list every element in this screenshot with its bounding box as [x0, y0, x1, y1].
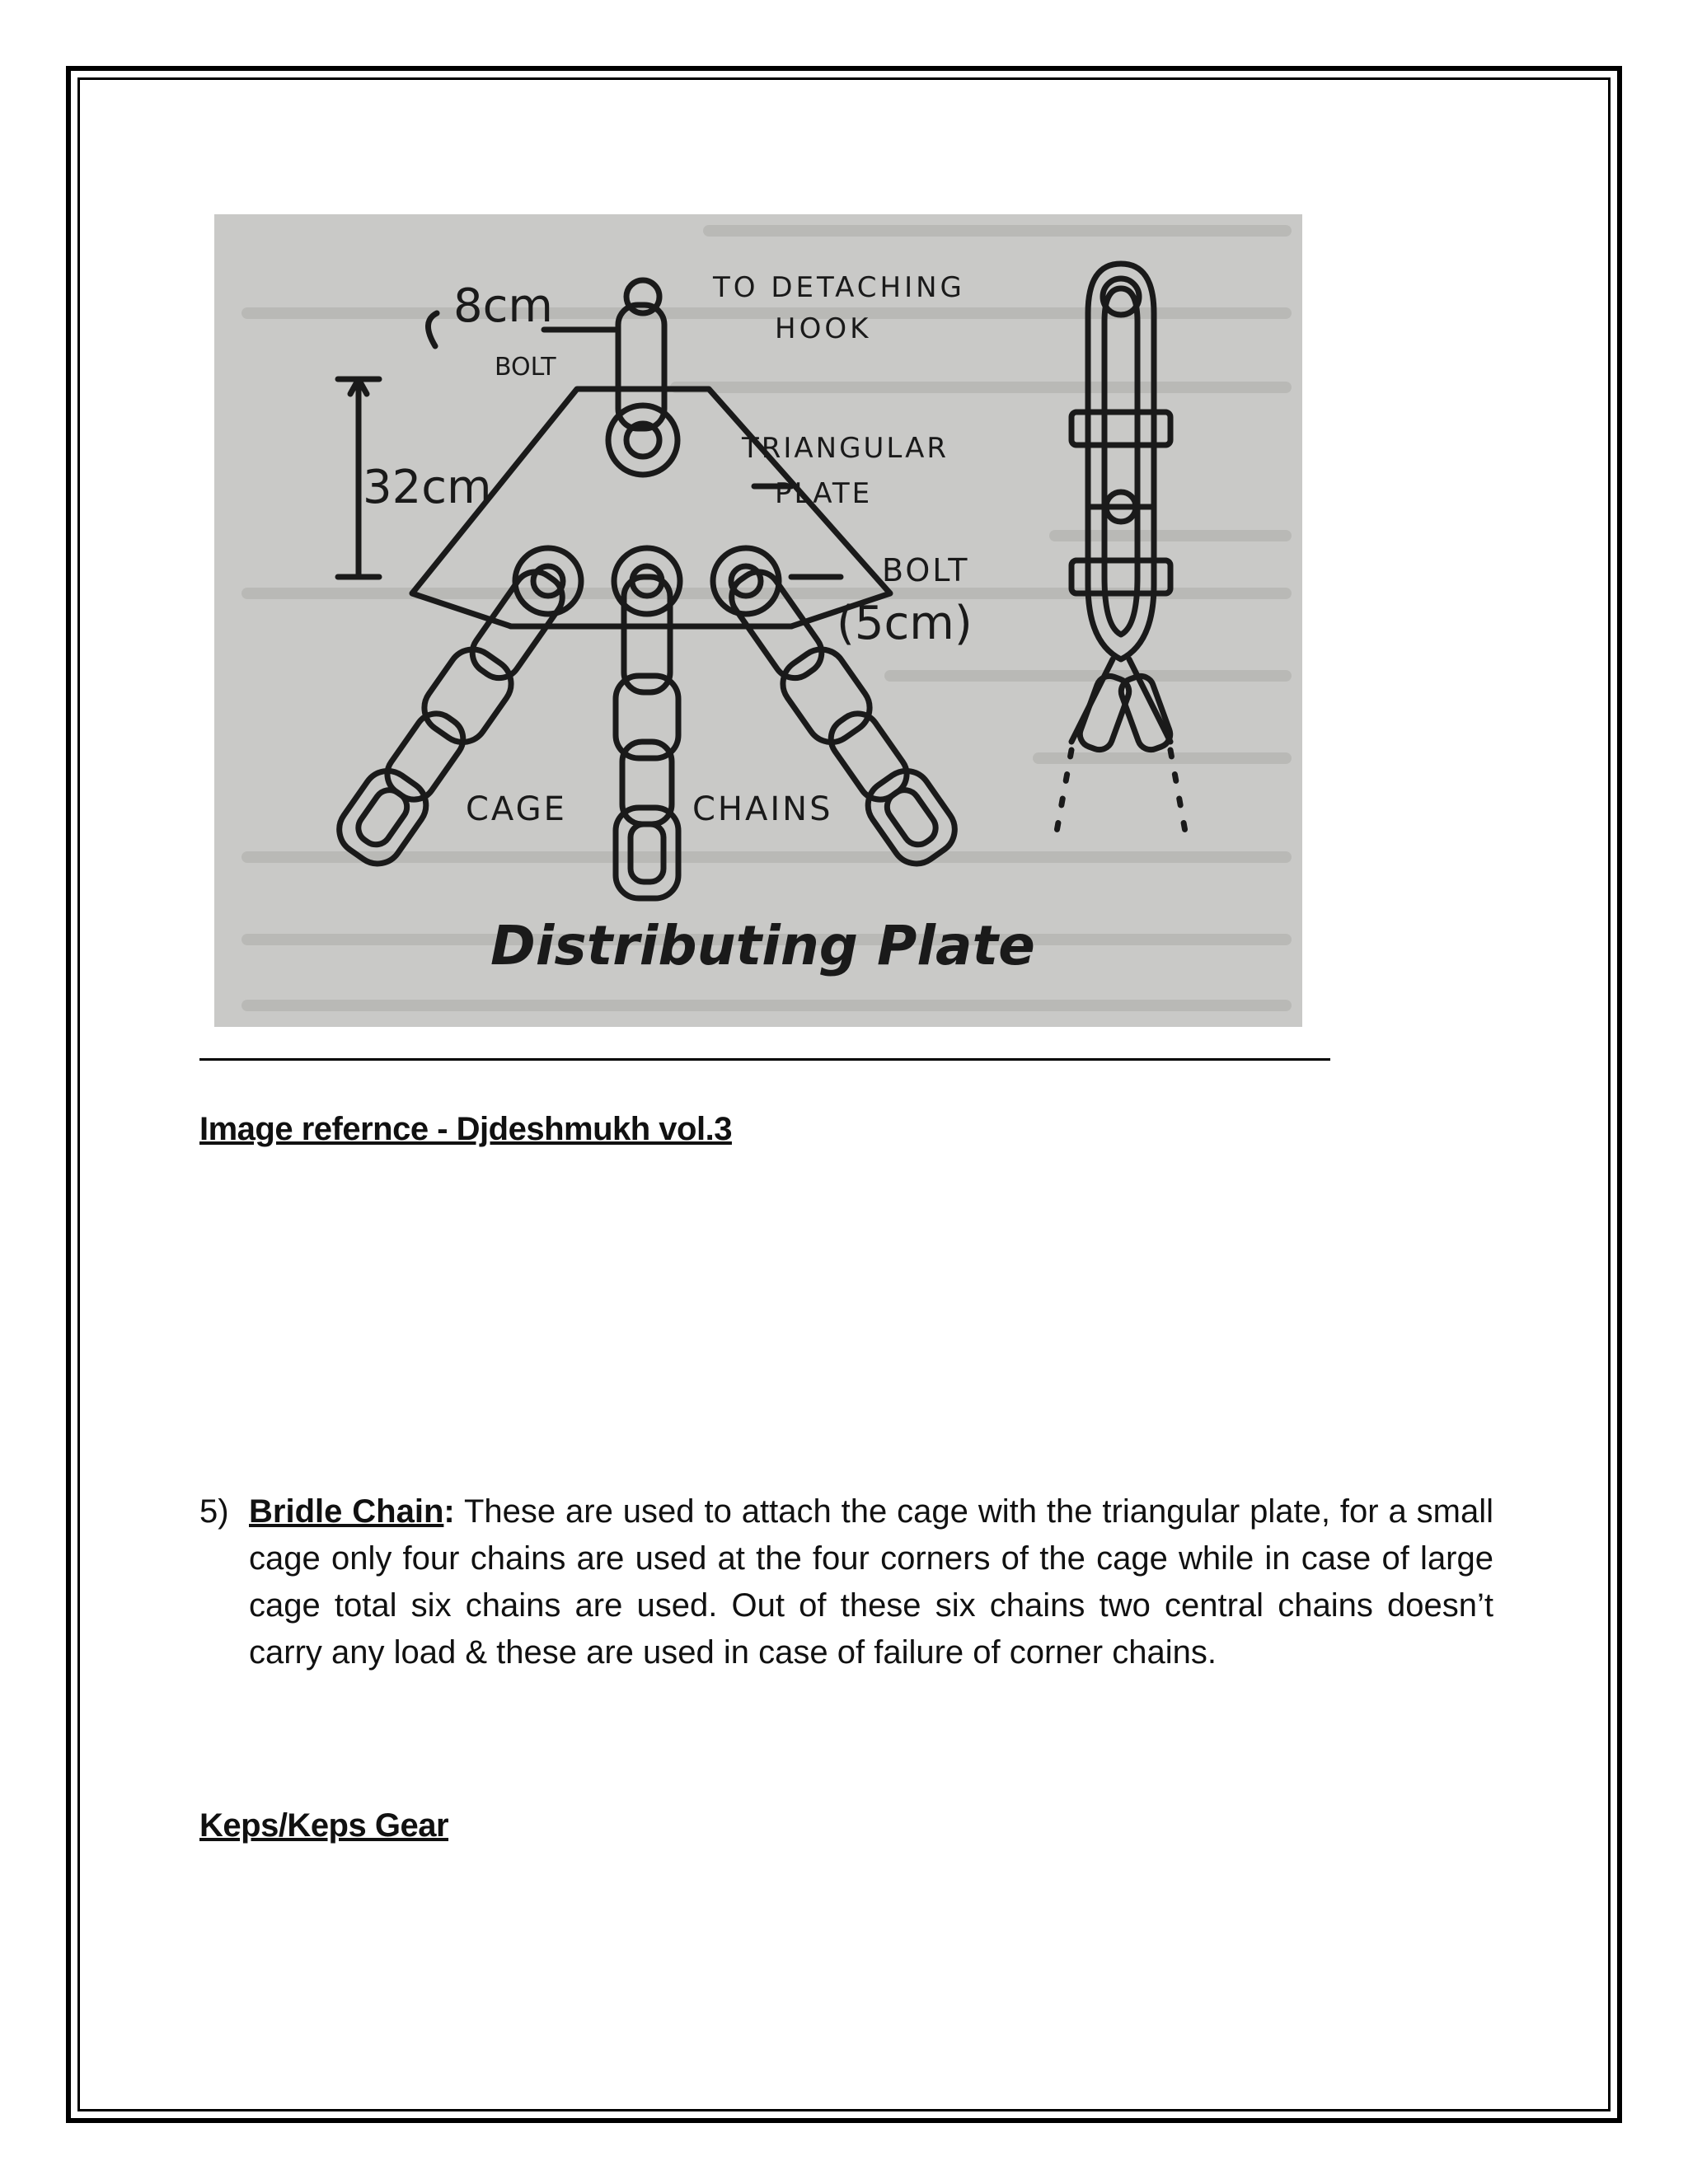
- list-item-5: [199, 1488, 1493, 1676]
- section-heading-keps: Keps/Keps Gear: [199, 1807, 449, 1844]
- item-description: These are used to attach the cage with the triangular plate, for a small cage only four chains are used at the four corners of the cage while in case of large cage total six chains are used. Out of these six chains two central chains doesn’t carry any load & these are used in case of failure of corner chains.: [249, 1493, 1494, 1671]
- term-colon: :: [443, 1493, 455, 1530]
- label-8cm: 8cm: [453, 279, 553, 333]
- list-item-body: [249, 1488, 1493, 1676]
- label-bolt-right: BOLT: [882, 552, 970, 588]
- label-32cm: 32cm: [363, 461, 492, 514]
- label-cage: CAGE: [466, 790, 567, 828]
- label-chains: CHAINS: [692, 790, 833, 828]
- image-caption: Image refernce - Djdeshmukh vol.3: [199, 1111, 732, 1147]
- distributing-plate-figure: [214, 214, 1302, 1027]
- label-hook: HOOK: [775, 312, 872, 345]
- label-plate: PLATE: [775, 477, 873, 510]
- label-triangular: TRIANGULAR: [742, 432, 949, 465]
- term-bridle-chain: Bridle Chain: [249, 1493, 444, 1530]
- list-item-number: 5): [199, 1493, 229, 1530]
- label-to-detaching: TO DETACHING: [713, 271, 965, 304]
- figure-underline: [199, 1058, 1330, 1061]
- label-bolt-top: BOLT: [495, 353, 556, 382]
- figure-title: Distributing Plate: [490, 914, 1035, 977]
- label-5cm: (5cm): [837, 597, 973, 650]
